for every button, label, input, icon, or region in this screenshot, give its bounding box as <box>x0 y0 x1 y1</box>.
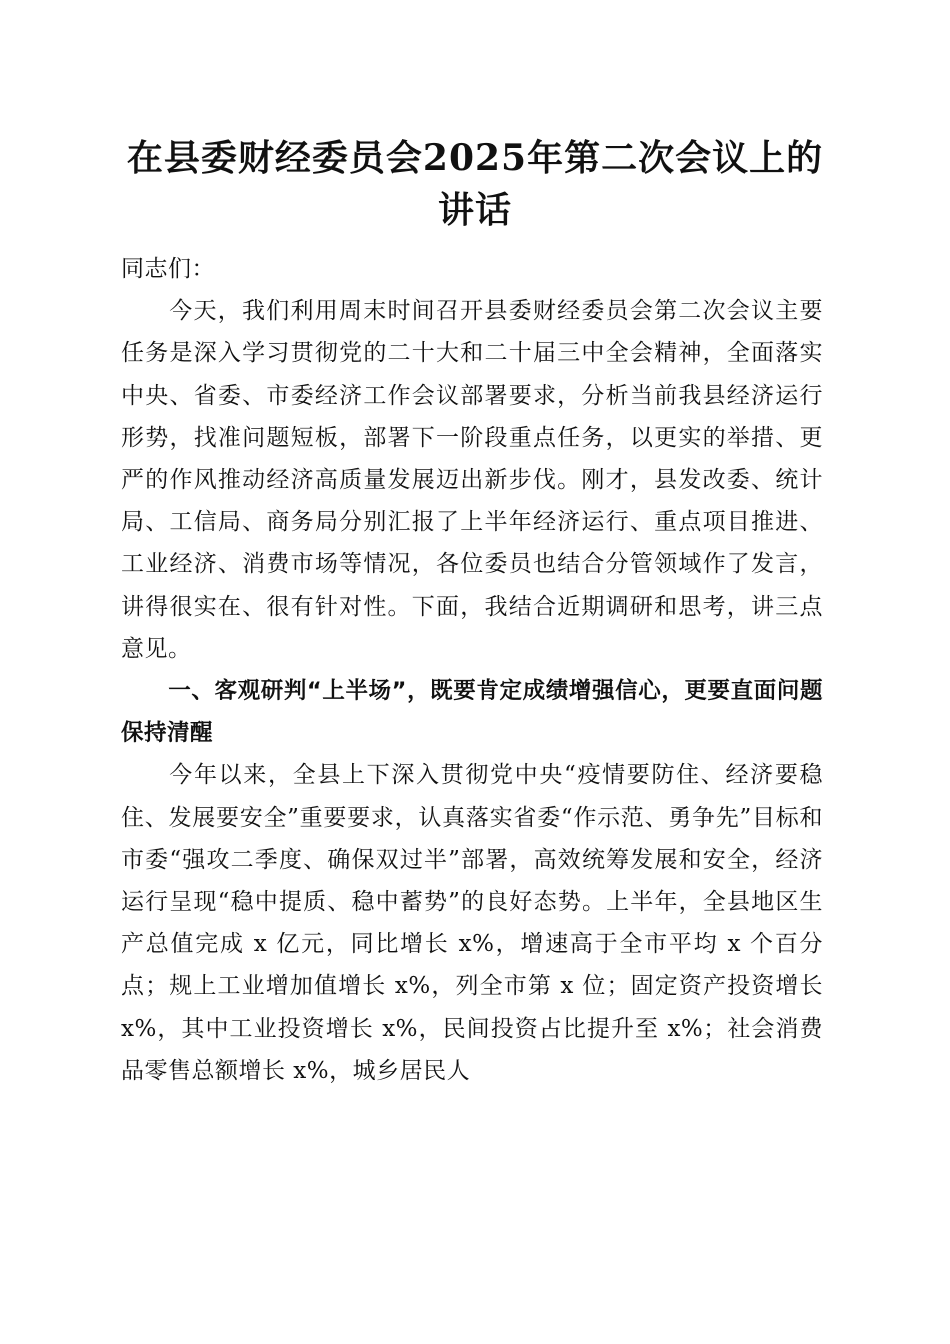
section-heading: 一、客观研判“上半场”，既要肯定成绩增强信心，更要直面问题保持清醒 <box>121 678 823 747</box>
section-paragraph: 今年以来，全县上下深入贯彻党中央“疫情要防住、经济要稳住、发展要安全”重要要求，认真落实省委“作示范、勇争先”目标和市委“强攻二季度、确保双过半”部署，高效统筹发展和安全，经济运行呈现“稳中提质、稳中蓄势”的良好态势。上半年，全县地区生产总值完成 x 亿元，同比增长 x%，增速高于全市平均 x 个百分点；规上工业增加值增长 x%，列全市第 x 位；固定资产投资增长 x%，其中工业投资增长 x%，民间投资占比提升至 x%；社会消费品零售总额增长 x%，城乡居民人 <box>121 762 823 1084</box>
document-title: 在县委财经委员会2025年第二次会议上的讲话 <box>126 137 824 231</box>
opening-paragraph: 今天，我们利用周末时间召开县委财经委员会第二次会议主要任务是深入学习贯彻党的二十大和二十届三中全会精神，全面落实中央、省委、市委经济工作会议部署要求，分析当前我县经济运行形势，找准问题短板，部署下一阶段重点任务，以更实的举措、更严的作风推动经济高质量发展迈出新步伐。刚才，县发改委、统计局、工信局、商务局分别汇报了上半年经济运行、重点项目推进、工业经济、消费市场等情况，各位委员也结合分管领域作了发言，讲得很实在、很有针对性。下面，我结合近期调研和思考，讲三点意见。 <box>121 298 823 662</box>
document-body <box>121 248 823 1092</box>
salutation: 同志们： <box>121 256 215 282</box>
